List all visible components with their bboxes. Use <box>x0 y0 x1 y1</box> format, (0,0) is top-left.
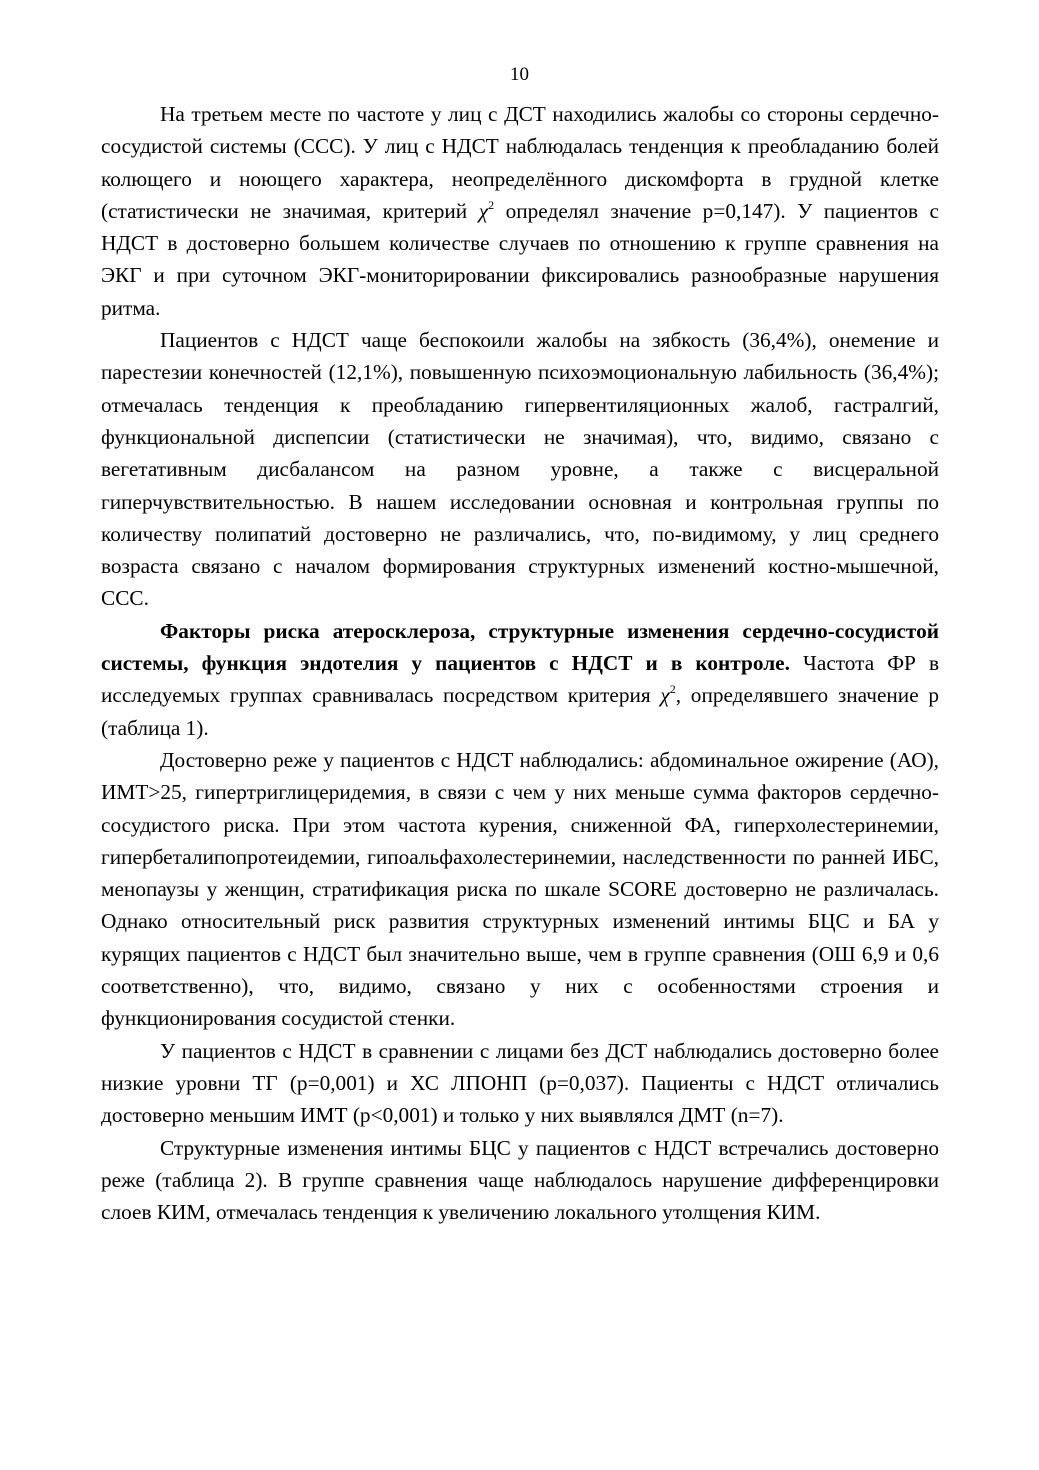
paragraph-text: Частота ФР в исследуемых группах сравнивалась посредством критерия <box>101 651 940 708</box>
chi-symbol: χ <box>478 198 489 223</box>
paragraph-text: определял значение р=0,147). У пациентов с НДСТ в достоверно большем количестве случаев по отношению к группе сравнения на ЭКГ и при суточном ЭКГ-мониторировании фиксировались разнообразные нарушения ритма. <box>101 198 939 320</box>
body-text <box>101 98 939 1228</box>
paragraph-cardiovascular-complaints <box>101 98 939 324</box>
superscript-2: 2 <box>669 682 676 697</box>
paragraph-lipid-levels: У пациентов с НДСТ в сравнении с лицами без ДСТ наблюдались достоверно более низкие уровни ТГ (р=0,001) и ХС ЛПОНП (р=0,037). Пациенты с НДСТ отличались достоверно меньшим ИМТ (р<0,001) и только у них выявлялся ДМТ (n=7). <box>101 1038 939 1128</box>
superscript-2: 2 <box>488 197 495 212</box>
paragraph-intima-changes: Структурные изменения интимы БЦС у пациентов с НДСТ встречались достоверно реже (таблица 2). В группе сравнения чаще наблюдалось нарушение дифференцировки слоев КИМ, отмечалась тенденция к увеличению локального утолщения КИМ. <box>101 1135 939 1225</box>
paragraph-risk-factors <box>101 615 939 744</box>
section-heading: Факторы риска атеросклероза, структурные изменения сердечно-сосудистой системы, функция эндотелия у пациентов с НДСТ и в контроле. <box>101 618 939 676</box>
chi-symbol: χ <box>660 683 670 708</box>
paragraph-complaints: Пациентов с НДСТ чаще беспокоили жалобы на зябкость (36,4%), онемение и парестезии конечностей (12,1%), повышенную психоэмоциональную лабильность (36,4%); отмечалась тенденция к преобладанию гипервентиляционных жалоб, гастралгий, функциональной диспепсии (статистически не значимая), что, видимо, связано с вегетативным дисбалансом на разном уровне, а также с висцеральной гиперчувствительностью. В нашем исследовании основная и контрольная группы по количеству полипатий достоверно не различались, что, по-видимому, у лиц среднего возраста связано с началом формирования структурных изменений костно-мышечной, ССС. <box>101 328 939 611</box>
page-number: 10 <box>510 64 529 85</box>
paragraph-text: , определявшего значение р (таблица 1). <box>101 683 939 740</box>
paragraph-risk-differences: Достоверно реже у пациентов с НДСТ наблюдались: абдоминальное ожирение (АО), ИМТ>25, гипертриглицеридемия, в связи с чем у них меньше сумма факторов сердечно-сосудистого риска. При этом частота курения, сниженной ФА, гиперхолестеринемии, гипербеталипопротеидемии, гипоальфахолестеринемии, наследственности по ранней ИБС, менопаузы у женщин, стратификация риска по шкале SCORE достоверно не различалась. Однако относительный риск развития структурных изменений интимы БЦС и БА у курящих пациентов с НДСТ был значительно выше, чем в группе сравнения (ОШ 6,9 и 0,6 соответственно), что, видимо, связано у них с особенностями строения и функционирования сосудистой стенки. <box>101 747 939 1031</box>
paragraph-text: На третьем месте по частоте у лиц с ДСТ находились жалобы со стороны сердечно-сосудистой системы (ССС). У лиц с НДСТ наблюдалась тенденция к преобладанию болей колющего и ноющего характера, неопределённого дискомфорта в грудной клетке (статистически не значимая, критерий <box>101 102 939 223</box>
